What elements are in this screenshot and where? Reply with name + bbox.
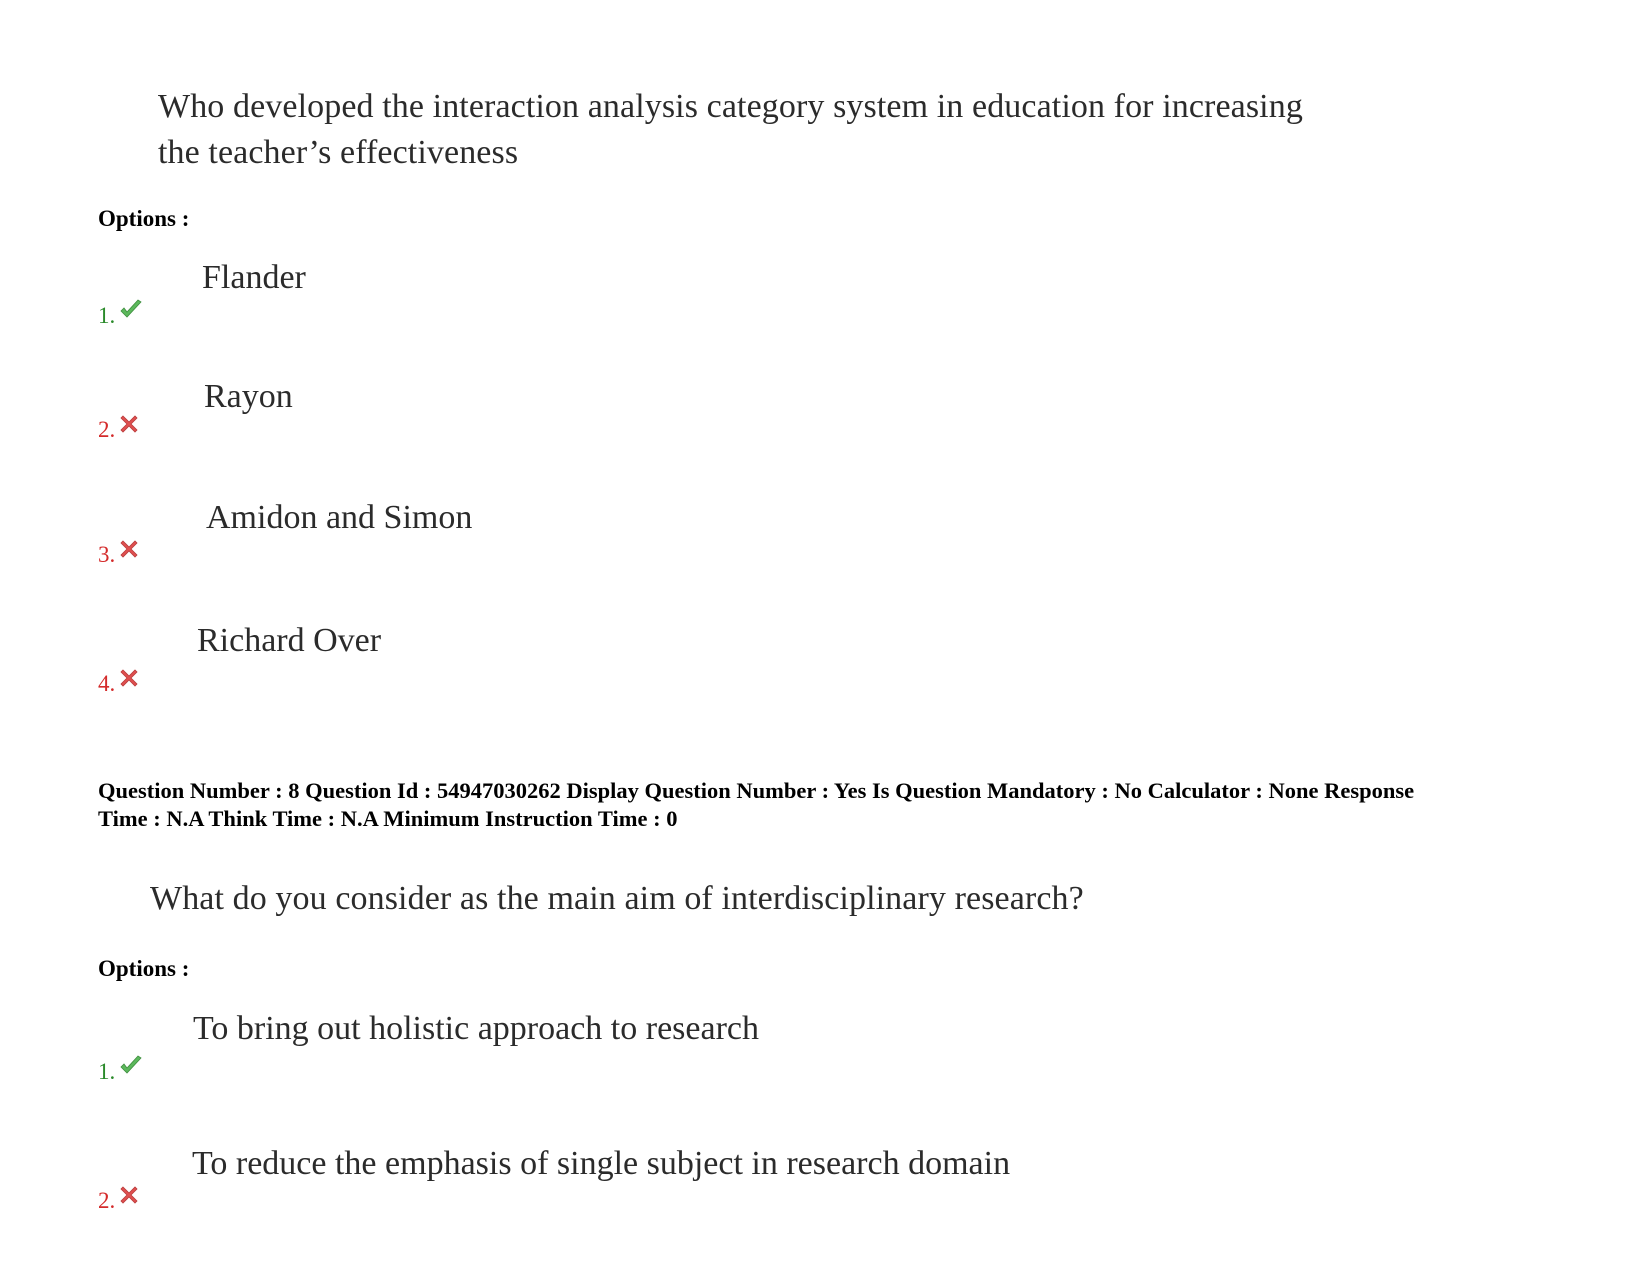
option-text: Rayon xyxy=(204,378,293,415)
question-8-text: What do you consider as the main aim of interdisciplinary research? xyxy=(150,880,1084,917)
option-number-wrong xyxy=(98,541,143,569)
question-8-metadata-line-1: Question Number : 8 Question Id : 54947030262 Display Question Number : Yes Is Question Mandatory : No Calculator : None Response xyxy=(98,778,1415,803)
option-text: To reduce the emphasis of single subject in research domain xyxy=(192,1145,1011,1182)
option-number-wrong xyxy=(98,670,143,698)
options-label: Options : xyxy=(98,206,190,231)
option-number: 4. xyxy=(98,671,116,696)
options-label: Options : xyxy=(98,956,190,981)
option-number-correct xyxy=(98,1058,143,1086)
option-text: Amidon and Simon xyxy=(206,499,473,536)
option-text: Richard Over xyxy=(197,622,382,659)
option-number-correct xyxy=(98,302,143,330)
check-icon xyxy=(119,1055,143,1077)
question-7-text xyxy=(158,84,1303,176)
cross-icon xyxy=(119,1184,143,1206)
option-text: To bring out holistic approach to research xyxy=(193,1010,759,1047)
cross-icon xyxy=(119,538,143,560)
question-8-metadata xyxy=(98,777,1598,833)
option-number: 2. xyxy=(98,1188,116,1213)
cross-icon xyxy=(119,413,143,435)
option-number: 1. xyxy=(98,303,116,328)
question-7-text-line-1: Who developed the interaction analysis category system in education for increasing xyxy=(158,88,1303,125)
option-number: 3. xyxy=(98,542,116,567)
option-number: 2. xyxy=(98,417,116,442)
cross-icon xyxy=(119,667,143,689)
option-number: 1. xyxy=(98,1059,116,1084)
question-7-text-line-2: the teacher’s effectiveness xyxy=(158,134,519,171)
question-8-metadata-line-2: Time : N.A Think Time : N.A Minimum Instruction Time : 0 xyxy=(98,806,678,831)
check-icon xyxy=(119,299,143,321)
option-text: Flander xyxy=(202,259,306,296)
option-number-wrong xyxy=(98,1187,143,1215)
option-number-wrong xyxy=(98,416,143,444)
